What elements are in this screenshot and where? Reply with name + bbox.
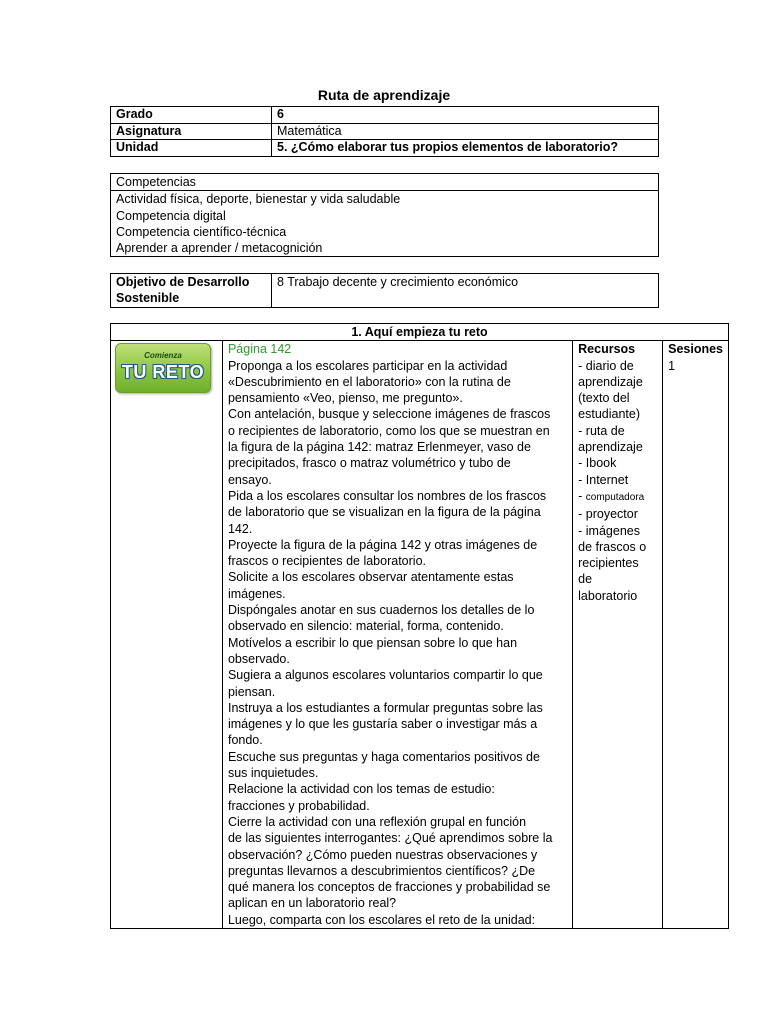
activity-line: qué manera los conceptos de fracciones y probabilidad se	[227, 880, 551, 895]
recurso-item	[578, 488, 657, 506]
competencias-list	[111, 191, 659, 257]
activity-line: Escuche sus preguntas y haga comentarios positivos de	[227, 749, 540, 764]
recurso-item: - imágenes	[578, 523, 640, 538]
recursos-cell	[573, 341, 663, 929]
activity-line: ensayo.	[227, 472, 272, 487]
recurso-item: - proyector	[578, 507, 638, 522]
tu-reto-badge	[115, 343, 211, 393]
activity-line: Con antelación, busque y seleccione imágenes de frascos	[227, 407, 551, 422]
badge-small-text: Comienza	[144, 351, 182, 361]
recurso-item: recipientes	[578, 556, 639, 571]
activity-line: «Descubrimiento en el laboratorio» con la rutina de	[227, 374, 511, 389]
recurso-item: (texto del	[578, 391, 630, 406]
recurso-item: laboratorio	[578, 588, 638, 603]
info-table	[110, 106, 659, 157]
unidad-value: 5. ¿Cómo elaborar tus propios elementos de laboratorio?	[272, 140, 659, 157]
competencia-item: Actividad física, deporte, bienestar y vida saludable	[116, 192, 401, 207]
activity-lines	[228, 358, 567, 928]
activity-line: piensan.	[227, 684, 276, 699]
grado-value: 6	[272, 107, 659, 124]
asignatura-row	[111, 123, 659, 140]
activity-line: pensamiento «Veo, pienso, me pregunto».	[227, 391, 463, 406]
activity-line: Dispóngales anotar en sus cuadernos los detalles de lo	[227, 603, 535, 618]
sesiones-cell	[663, 341, 729, 929]
sesiones-value: 1	[668, 358, 676, 373]
competencias-table	[110, 173, 659, 257]
ods-label-line1: Objetivo de Desarrollo	[116, 275, 250, 289]
activity-line: observado en silencio: material, forma, contenido.	[227, 619, 504, 634]
recurso-item: de	[578, 572, 593, 587]
activity-line: observación? ¿Cómo pueden nuestras observaciones y	[227, 847, 538, 862]
activity-line: Luego, comparta con los escolares el reto de la unidad:	[227, 912, 536, 927]
ods-value: 8 Trabajo decente y crecimiento económico	[272, 274, 659, 308]
activity-line: de las siguientes interrogantes: ¿Qué aprendimos sobre la	[227, 831, 553, 846]
badge-big-text: TU RETO	[121, 362, 205, 383]
recursos-header: Recursos	[578, 342, 636, 357]
recurso-item: - Ibook	[578, 456, 617, 471]
activity-line: de laboratorio que se visualizan en la figura de la página	[227, 505, 541, 520]
sesiones-header: Sesiones	[668, 342, 723, 357]
activity-line: Pida a los escolares consultar los nombres de los frascos	[227, 488, 547, 503]
activity-line: sus inquietudes.	[227, 766, 319, 781]
activity-line: Proponga a los escolares participar en la actividad	[227, 358, 508, 373]
competencia-item: Aprender a aprender / metacognición	[116, 241, 323, 256]
recurso-item: - diario de	[578, 358, 634, 373]
ods-table	[110, 273, 659, 308]
recursos-lines2	[578, 506, 657, 604]
recurso-dash: -	[578, 488, 586, 503]
activity-line: 142.	[227, 521, 253, 536]
recurso-item: aprendizaje	[578, 374, 643, 389]
recurso-item: de frascos o	[578, 539, 647, 554]
activity-line: Motívelos a escribir lo que piensan sobre lo que han	[227, 635, 518, 650]
activity-line: observado.	[227, 651, 290, 666]
ods-label	[111, 274, 272, 308]
activity-line: aplican en un laboratorio real?	[227, 896, 397, 911]
recurso-computadora: computadora	[585, 491, 645, 503]
recurso-item: - ruta de	[578, 423, 625, 438]
ods-label-line2: Sostenible	[116, 291, 180, 306]
activity-line: preguntas llevarnos a descubrimientos científicos? ¿De	[227, 863, 536, 878]
asignatura-value: Matemática	[272, 123, 659, 140]
activity-line: frascos o recipientes de laboratorio.	[227, 554, 426, 569]
asignatura-label: Asignatura	[111, 123, 272, 140]
activity-line: o recipientes de laboratorio, como los que se muestran en	[227, 423, 550, 438]
section-header: 1. Aquí empieza tu reto	[111, 324, 729, 341]
recurso-item: aprendizaje	[578, 440, 643, 455]
unidad-row	[111, 140, 659, 157]
activity-line: fracciones y probabilidad.	[227, 798, 370, 813]
reto-table	[110, 323, 729, 929]
activity-description	[222, 341, 572, 929]
activity-line: imágenes y lo que les gustaría saber o investigar más a	[227, 717, 538, 732]
competencia-item: Competencia digital	[116, 208, 226, 223]
badge-cell	[111, 341, 223, 929]
page-ref: Página 142	[227, 342, 292, 357]
recurso-item: estudiante)	[578, 407, 640, 422]
competencias-header: Competencias	[111, 174, 659, 191]
activity-line: precipitados, frasco o matraz volumétrico y tubo de	[227, 456, 511, 471]
activity-line: Proyecte la figura de la página 142 y otras imágenes de	[227, 537, 538, 552]
activity-line: Solicite a los escolares observar atentamente estas	[227, 570, 514, 585]
activity-line: Instruya a los estudiantes a formular preguntas sobre las	[227, 700, 543, 715]
activity-line: Sugiera a algunos escolares voluntarios compartir lo que	[227, 668, 543, 683]
recurso-item: - Internet	[578, 472, 629, 487]
unidad-label: Unidad	[111, 140, 272, 157]
recursos-lines	[578, 358, 657, 488]
page-title: Ruta de aprendizaje	[317, 87, 451, 103]
activity-line: fondo.	[227, 733, 263, 748]
activity-line: Cierre la actividad con una reflexión grupal en función	[227, 814, 527, 829]
competencia-item: Competencia científico-técnica	[116, 224, 287, 239]
activity-line: la figura de la página 142: matraz Erlenmeyer, vaso de	[227, 440, 531, 455]
grado-label: Grado	[111, 107, 272, 124]
grado-row	[111, 107, 659, 124]
activity-line: Relacione la actividad con los temas de estudio:	[227, 782, 495, 797]
activity-line: imágenes.	[227, 586, 286, 601]
